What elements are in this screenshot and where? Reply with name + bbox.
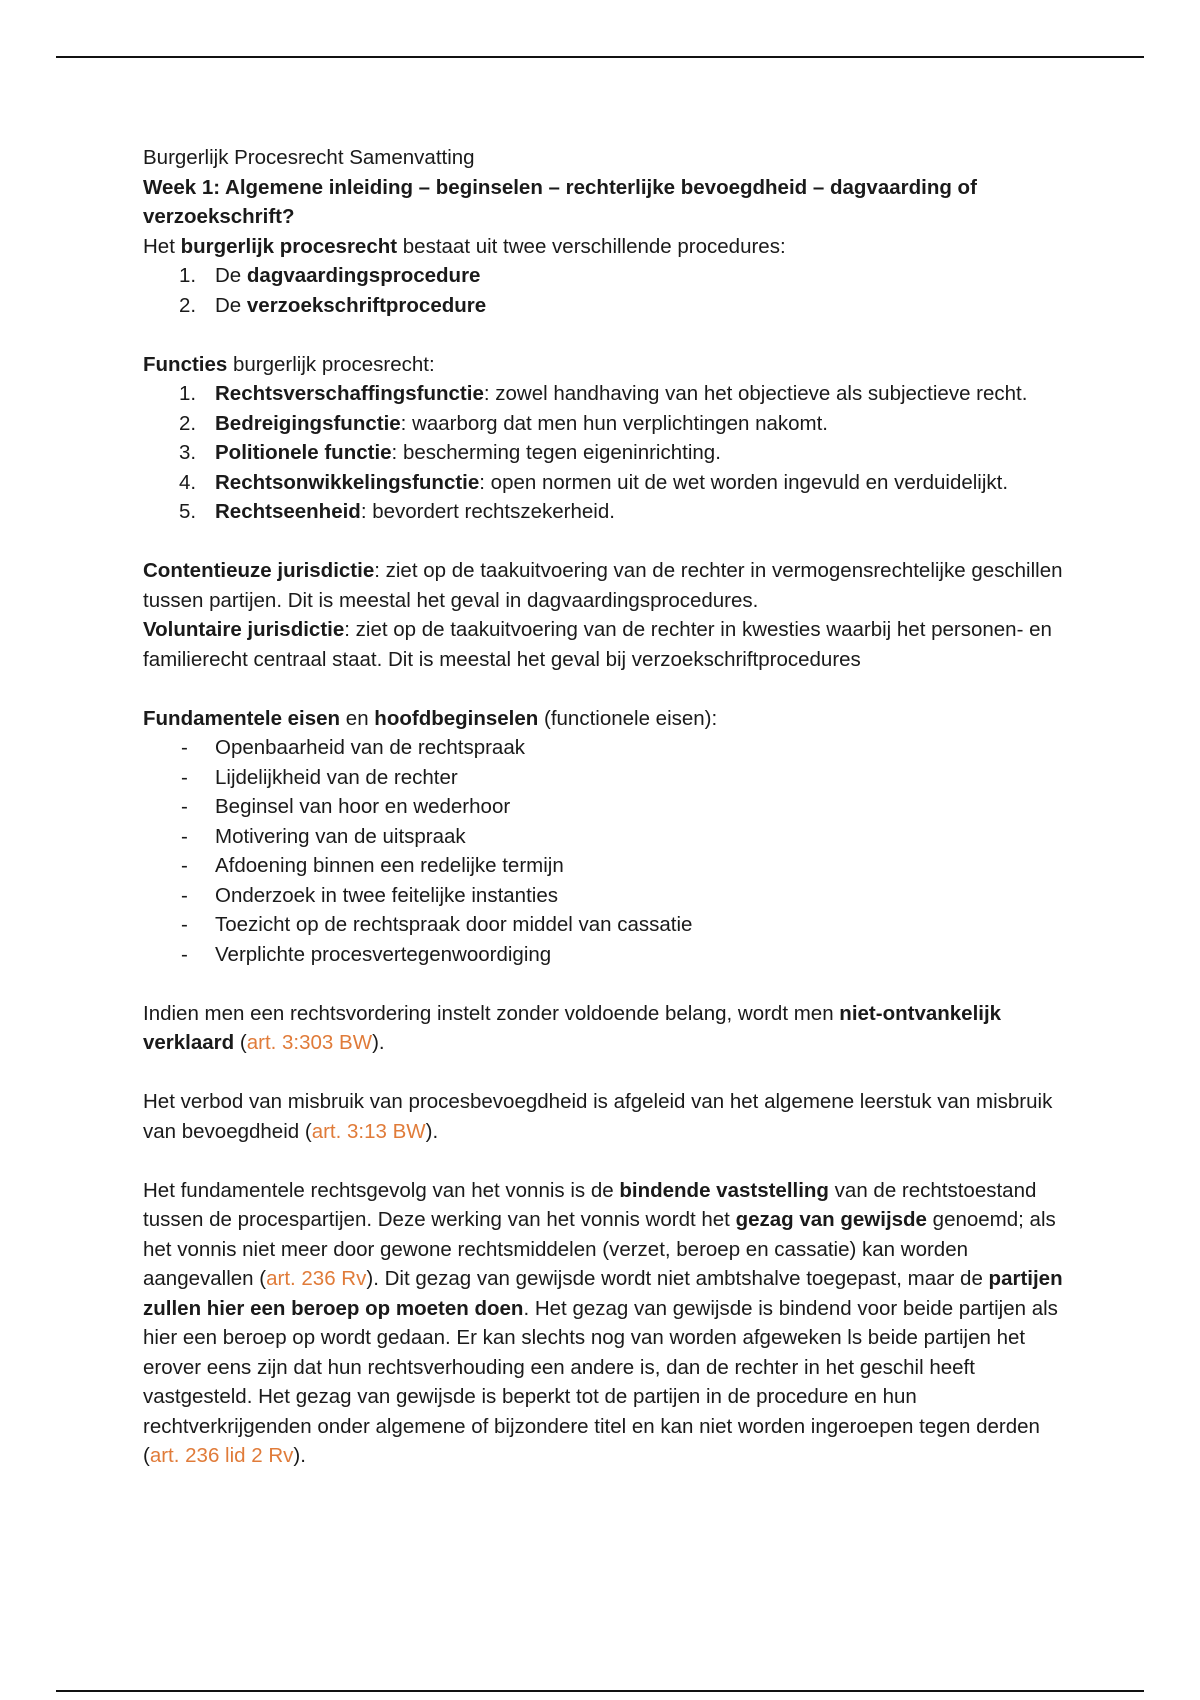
list-item-text: : open normen uit de wet worden ingevuld en verduidelijkt.	[479, 470, 1009, 494]
functies-heading-bold: Functies	[143, 352, 228, 376]
list-number: 1.	[179, 264, 197, 287]
belang-pre: Indien men een rechtsvordering instelt zonder voldoende belang, wordt men	[143, 1001, 840, 1025]
spacer	[143, 674, 1073, 704]
procedures-list	[143, 261, 1073, 320]
functies-heading	[143, 350, 1073, 380]
list-item-text: : zowel handhaving van het objectieve als subjectieve recht.	[483, 382, 1028, 405]
belang-paragraph	[143, 999, 1073, 1058]
list-number: 2.	[179, 411, 197, 435]
header-rule	[56, 56, 1144, 58]
gezag-bold: gezag van gewijsde	[735, 1208, 927, 1231]
article-reference: art. 236 lid 2 Rv	[149, 1444, 294, 1467]
gezag-text: van de rechtstoestand tussen de procespartijen. Deze werking van het vonnis wordt het	[143, 1178, 1037, 1231]
week-heading-text: Week 1: Algemene inleiding – beginselen – rechterlijke bevoegdheid – dagvaarding of verzoekschrift?	[143, 175, 977, 228]
list-item-text: Beginsel van hoor en wederhoor	[215, 795, 511, 818]
article-reference: art. 3:303 BW	[246, 1031, 373, 1054]
list-item-text: : bevordert rechtszekerheid.	[360, 500, 615, 523]
week-heading	[143, 173, 1073, 232]
spacer	[143, 527, 1073, 557]
voluntaire-paragraph	[143, 615, 1073, 674]
list-item	[143, 763, 1073, 793]
gezag-text: genoemd; als het vonnis niet meer door gewone rechtsmiddelen (verzet, beroep en cassatie) kan worden aangevallen (	[143, 1208, 1056, 1290]
list-item	[143, 261, 1073, 291]
intro-pre: Het	[143, 234, 181, 258]
spacer	[143, 1058, 1073, 1088]
contentieuze-bold: Contentieuze jurisdictie	[143, 559, 375, 582]
dash-bullet: -	[181, 765, 188, 789]
list-item	[143, 851, 1073, 881]
dash-bullet: -	[181, 854, 188, 877]
list-item-bold: Rechtsverschaffingsfunctie	[215, 382, 484, 405]
contentieuze-text: : ziet op de taakuitvoering van de rechter in vermogensrechtelijke geschillen tussen partijen. Dit is meestal het geval in dagvaardingsprocedures.	[143, 559, 1063, 612]
list-item-text: Toezicht op de rechtspraak door middel van cassatie	[215, 913, 693, 936]
eisen-list	[143, 733, 1073, 969]
gezag-text: Het fundamentele rechtsgevolg van het vonnis is de	[143, 1178, 620, 1202]
list-number: 2.	[179, 293, 197, 317]
list-item-text: Afdoening binnen een redelijke termijn	[215, 854, 564, 877]
dash-bullet: -	[181, 913, 188, 936]
list-item	[143, 497, 1073, 527]
article-reference: art. 236 Rv	[266, 1267, 367, 1290]
intro-bold: burgerlijk procesrecht	[180, 234, 398, 258]
list-item-text: : waarborg dat men hun verplichtingen nakomt.	[400, 411, 828, 435]
dash-bullet: -	[181, 736, 188, 759]
gezag-text: ). Dit gezag van gewijsde wordt niet ambtshalve toegepast, maar de	[366, 1267, 989, 1290]
list-item-text: Verplichte procesvertegenwoordiging	[215, 942, 552, 966]
list-item-bold: Rechtsonwikkelingsfunctie	[215, 470, 480, 494]
dash-bullet: -	[181, 824, 188, 848]
list-number: 3.	[179, 441, 197, 464]
document-body	[143, 143, 1073, 1471]
list-item-text: Motivering van de uitspraak	[215, 824, 466, 848]
list-item-bold: Bedreigingsfunctie	[215, 411, 401, 435]
misbruik-close: ).	[425, 1119, 439, 1143]
list-number: 4.	[179, 470, 197, 494]
list-item	[143, 792, 1073, 822]
contentieuze-paragraph	[143, 556, 1073, 615]
eisen-heading-post: (functionele eisen):	[538, 706, 718, 730]
intro-post: bestaat uit twee verschillende procedures:	[397, 234, 786, 258]
list-item-pre: De	[215, 293, 247, 317]
dash-bullet: -	[181, 883, 188, 907]
belang-bold: niet-ontvankelijk verklaard	[143, 1001, 1002, 1054]
list-item	[143, 468, 1073, 498]
functies-heading-post: burgerlijk procesrecht:	[227, 352, 435, 376]
functies-list	[143, 379, 1073, 527]
list-item-text: : bescherming tegen eigeninrichting.	[391, 441, 721, 464]
misbruik-paragraph	[143, 1087, 1073, 1146]
list-item	[143, 291, 1073, 321]
list-item	[143, 910, 1073, 940]
list-item-text: Lijdelijkheid van de rechter	[215, 765, 458, 789]
list-item-bold: Rechtseenheid	[215, 500, 361, 523]
voluntaire-text: : ziet op de taakuitvoering van de rechter in kwesties waarbij het personen- en familierecht centraal staat. Dit is meestal het geval bij verzoekschriftprocedures	[143, 618, 1052, 671]
list-number: 5.	[179, 500, 197, 523]
dash-bullet: -	[181, 942, 188, 966]
list-item-bold: dagvaardingsprocedure	[246, 264, 481, 287]
list-item-text: Onderzoek in twee feitelijke instanties	[215, 883, 558, 907]
footer-rule	[56, 1690, 1144, 1692]
list-item	[143, 733, 1073, 763]
eisen-heading-mid: en	[340, 706, 375, 730]
voluntaire-bold: Voluntaire jurisdictie	[143, 618, 345, 641]
belang-open: (	[234, 1031, 247, 1054]
dash-bullet: -	[181, 795, 188, 818]
list-item	[143, 409, 1073, 439]
article-reference: art. 3:13 BW	[311, 1119, 426, 1143]
misbruik-pre: Het verbod van misbruik van procesbevoegdheid is afgeleid van het algemene leerstuk van misbruik van bevoegdheid (	[143, 1090, 1053, 1143]
list-item-text: Openbaarheid van de rechtspraak	[215, 736, 525, 759]
list-item	[143, 822, 1073, 852]
list-item	[143, 881, 1073, 911]
list-item-bold: Politionele functie	[215, 441, 392, 464]
spacer	[143, 1146, 1073, 1176]
list-item	[143, 438, 1073, 468]
gezag-bold: partijen zullen hier een beroep op moeten doen	[143, 1267, 1063, 1320]
list-item-pre: De	[215, 264, 247, 287]
gezag-text: ).	[293, 1444, 306, 1467]
list-item	[143, 379, 1073, 409]
gezag-bold: bindende vaststelling	[619, 1178, 829, 1202]
eisen-heading-bold1: Fundamentele eisen	[143, 706, 341, 730]
belang-close: ).	[372, 1031, 385, 1054]
document-title: Burgerlijk Procesrecht Samenvatting	[143, 146, 475, 169]
list-number: 1.	[179, 382, 197, 405]
intro-paragraph	[143, 232, 1073, 262]
list-item	[143, 940, 1073, 970]
gezag-paragraph	[143, 1176, 1073, 1471]
eisen-heading	[143, 704, 1073, 734]
spacer	[143, 320, 1073, 350]
eisen-heading-bold2: hoofdbeginselen	[374, 706, 539, 730]
list-item-bold: verzoekschriftprocedure	[246, 293, 487, 317]
gezag-text: . Het gezag van gewijsde is bindend voor beide partijen als hier een beroep op wordt gedaan. Er kan slechts nog van worden afgeweken ls beide partijen het erover eens zijn dat hun rechtsverhouding een andere is, dan de rechter in het geschil heeft vastgesteld. Het gezag van gewijsde is beperkt tot de partijen in de procedure en hun rechtverkrijgenden onder algemene of bijzondere titel en kan niet worden ingeroepen tegen derden (	[143, 1296, 1058, 1467]
spacer	[143, 969, 1073, 999]
